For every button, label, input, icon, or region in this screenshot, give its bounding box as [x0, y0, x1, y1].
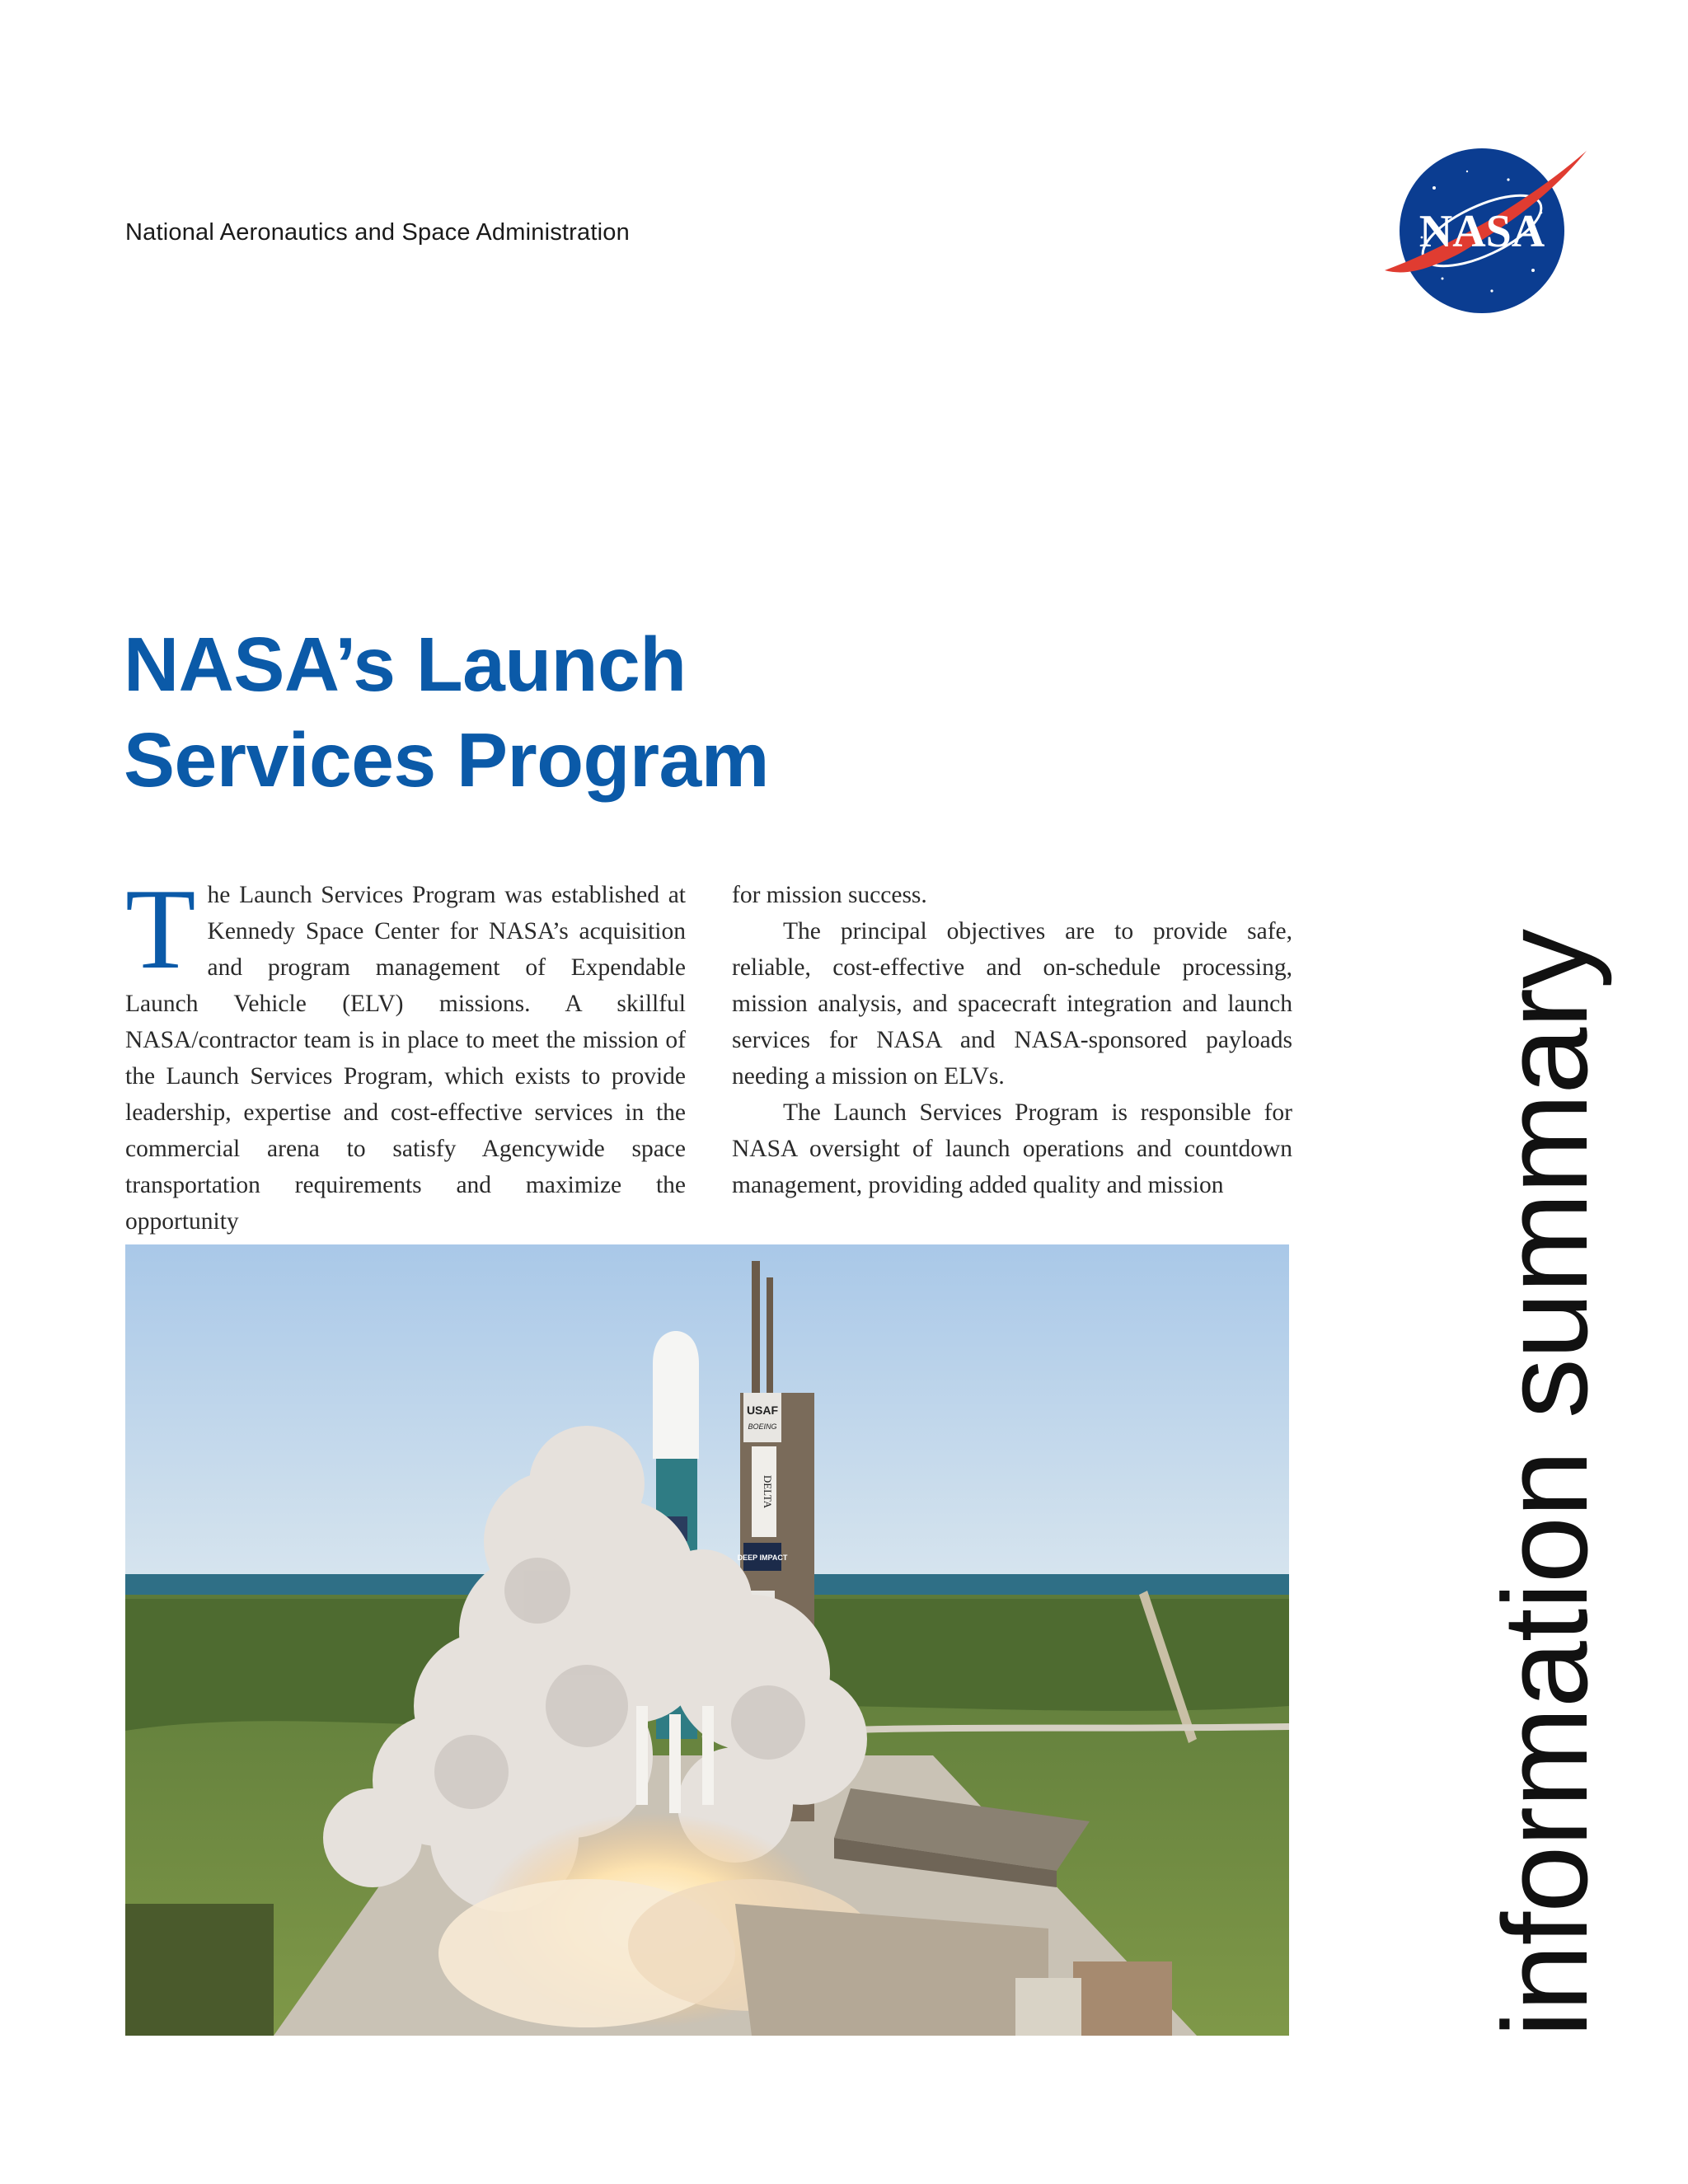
column-2-paragraph-3: The Launch Services Program is responsible for NASA oversight of launch operations and countdown management, providing added quality and mission [732, 1099, 1292, 1198]
tower-sign-usaf: USAF [746, 1404, 779, 1417]
title-line-1: NASA’s Launch [124, 621, 687, 707]
tower-sign-delta: DELTA [762, 1474, 774, 1509]
column-1-text: he Launch Services Program was established at Kennedy Space Center for NASA’s acquisition and program management of Expendable Launch Vehicle (ELV) missions. A skillful NASA/contractor team is in place to meet the mission of the Launch Services Program, which exists to provide leadership, expertise and cost-effective services in the commercial arena to satisfy Agencywide space transportation requirements and maximize the opportunity [125, 882, 686, 1235]
body-column-2 [732, 877, 1292, 1203]
title-line-2: Services Program [124, 717, 769, 803]
information-summary-label: information summary [1478, 929, 1612, 2038]
column-2-paragraph-1: for mission success. [732, 882, 927, 908]
nasa-logo [1385, 147, 1591, 324]
rocket-launch-photo [125, 1244, 1289, 2036]
logo-text: NASA [1418, 206, 1545, 257]
column-2-paragraph-2: The principal objectives are to provide safe, reliable, cost-effective and on-schedule processing, mission analysis, and spacecraft integration and launch services for NASA and NASA-sponsored payloads needing a mission on ELVs. [732, 918, 1292, 1090]
body-column-1 [125, 865, 686, 1240]
tower-sign-deep-impact: DEEP IMPACT [737, 1554, 788, 1562]
agency-name: National Aeronautics and Space Administration [125, 219, 630, 246]
page-title [124, 616, 769, 808]
drop-cap: T [125, 865, 196, 993]
tower-sign-boeing: BOEING [748, 1422, 777, 1431]
